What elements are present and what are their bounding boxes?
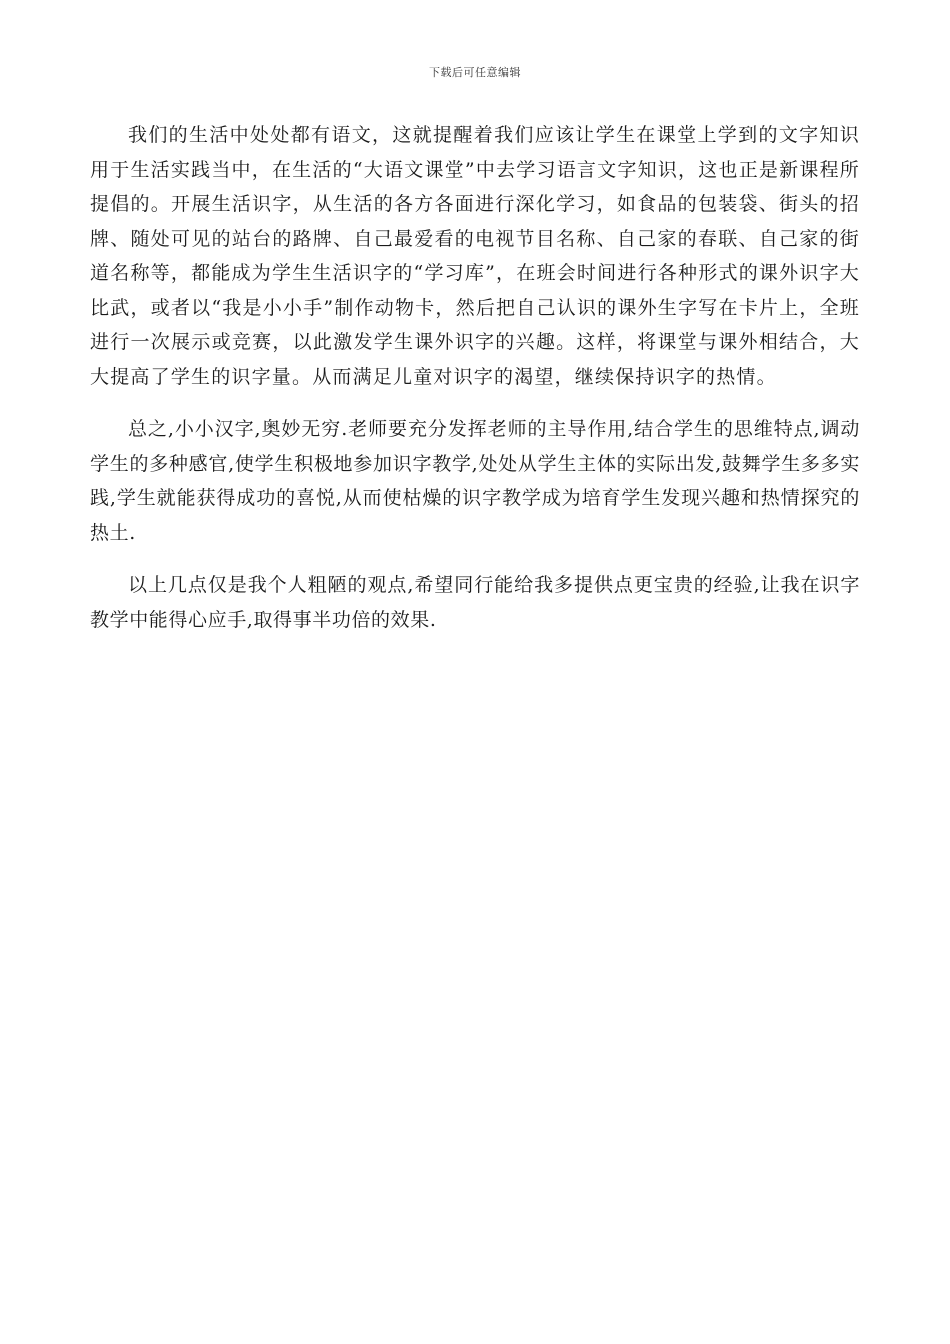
header-note: 下载后可任意编辑	[429, 66, 521, 79]
paragraph-summary: 总之,小小汉字,奥妙无穷.老师要充分发挥老师的主导作用,结合学生的思维特点,调动学生的多种感官,使学生积极地参加识字教学,处处从学生主体的实际出发,鼓舞学生多多实践,学生就能获得成功的喜悦,从而使枯燥的识字教学成为培育学生发现兴趣和热情探究的热土.	[90, 418, 860, 544]
document-body	[90, 118, 860, 637]
paragraph-life-literacy: 我们的生活中处处都有语文，这就提醒着我们应该让学生在课堂上学到的文字知识用于生活实践当中，在生活的“大语文课堂”中去学习语言文字知识，这也正是新课程所提倡的。开展生活识字，从生活的各方各面进行深化学习，如食品的包装袋、街头的招牌、随处可见的站台的路牌、自己最爱看的电视节目名称、自己家的春联、自己家的街道名称等，都能成为学生生活识字的“学习库”，在班会时间进行各种形式的课外识字大比武，或者以“我是小小手”制作动物卡，然后把自己认识的课外生字写在卡片上，全班进行一次展示或竞赛，以此激发学生课外识字的兴趣。这样，将课堂与课外相结合，大大提高了学生的识字量。从而满足儿童对识字的渴望，继续保持识字的热情。	[90, 124, 860, 388]
paragraph-closing: 以上几点仅是我个人粗陋的观点,希望同行能给我多提供点更宝贵的经验,让我在识字教学中能得心应手,取得事半功倍的效果.	[90, 574, 860, 631]
